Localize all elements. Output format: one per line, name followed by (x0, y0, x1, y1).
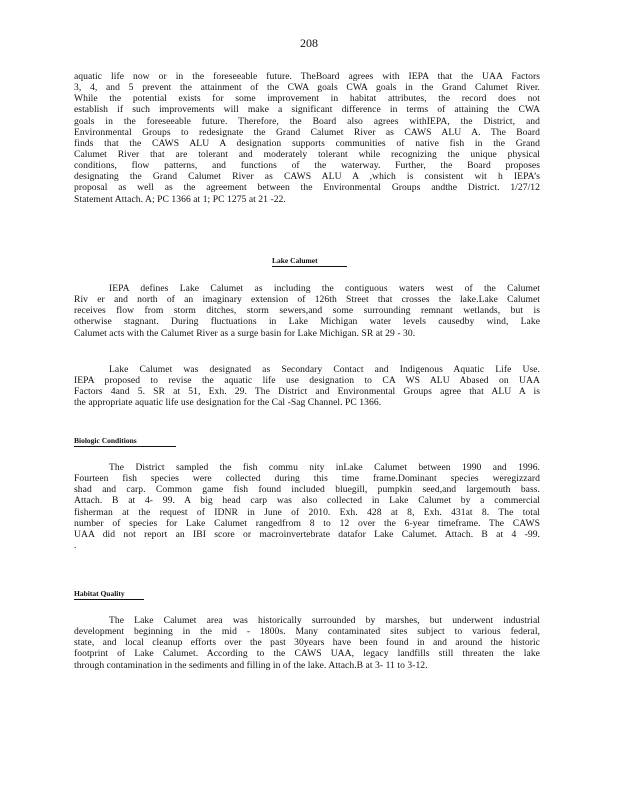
text-line: footprint of Lake Calumet. According to the CAWS UAA, legacy landfills still threaten the lake (74, 648, 540, 660)
text-line: UAA did not report an IBI score or macroinvertebrate datafor Lake Calumet. Attach. B at 4 -99. (74, 528, 540, 540)
text-line: Riv er and north of an imaginary extension of 126th Street that crosses the lake.Lake Calumet (74, 294, 540, 306)
section-heading-habitat-quality: Habitat Quality (74, 589, 125, 598)
heading-underline (272, 266, 347, 267)
text-line: Calumet River that are tolerant and moderately tolerant while recognizing the unique physical (74, 148, 540, 160)
paragraph-lake-designation (74, 364, 540, 409)
text-line: development beginning in the mid - 1800s. Many contaminated sites subject to various federal, (74, 626, 540, 638)
heading-underline (74, 446, 176, 447)
section-heading-biologic-conditions: Biologic Conditions (74, 436, 137, 445)
paragraph-ualu-redesignation (74, 71, 540, 205)
text-line: 3, 4, and 5 prevent the attainment of the CWA goals CWA goals in the Grand Calumet River. (74, 82, 540, 94)
text-line: number of species for Lake Calumet rangedfrom 8 to 12 over the 6-year timeframe. The CAWS (74, 517, 540, 529)
text-line: Factors 4and 5. SR at 51, Exh. 29. The District and Environmental Groups agree that ALU A is (74, 386, 540, 398)
paragraph-fish-sampling (74, 462, 540, 551)
paragraph-habitat-history (74, 615, 540, 671)
section-heading-lake-calumet: Lake Calumet (272, 256, 318, 265)
stray-period: . (74, 539, 77, 551)
text-line: shad and carp. Common game fish found included bluegill, pumpkin seed,and largemouth bass. (74, 484, 540, 496)
text-line: Calumet acts with the Calumet River as a surge basin for Lake Michigan. SR at 29 - 30. (74, 327, 416, 339)
text-line: goals in the foreseeable future. Therefore, the Board also agrees withIEPA, the District, and (74, 115, 540, 127)
text-line: establish if such improvements will make a significant difference in terms of attaining the CWA (74, 104, 540, 116)
paragraph-lake-definition (74, 283, 540, 339)
page-number: 208 (300, 36, 318, 50)
text-line: otherwise stagnant. During fluctuations in Lake Michigan water levels causedby wind, Lake (74, 316, 540, 328)
text-line: finds that the CAWS ALU A designation supports communities of native fish in the Grand (74, 137, 540, 149)
text-line: receives flow from storm ditches, storm sewers,and some surrounding remnant wetlands, but is (74, 305, 540, 317)
text-line: state, and local cleanup efforts over the past 30years have been found in and around the historic (74, 637, 540, 649)
text-line: While the potential exists for some improvement in habitat attributes, the record does not (74, 93, 540, 105)
text-line: conditions, flow patterns, and functions of the waterway. Further, the Board proposes (74, 160, 540, 172)
text-line: Lake Calumet was designated as Secondary Contact and Indigenous Aquatic Life Use. (109, 364, 540, 375)
text-line: aquatic life now or in the foreseeable future. TheBoard agrees with IEPA that the UAA Factors (74, 71, 540, 82)
text-line: fisherman at the request of IDNR in June of 2010. Exh. 428 at 8, Exh. 431at 8. The total (74, 506, 540, 518)
text-line: IEPA proposed to revise the aquatic life use designation to CA WS ALU Abased on UAA (74, 375, 540, 387)
text-line: Statement Attach. A; PC 1366 at 1; PC 1275 at 21 -22. (74, 193, 286, 205)
heading-underline (74, 599, 144, 600)
text-line: through contamination in the sediments and filling in of the lake. Attach.B at 3- 11 to 3-12. (74, 659, 428, 671)
text-line: IEPA defines Lake Calumet as including the contiguous waters west of the Calumet (109, 283, 540, 294)
text-line: The Lake Calumet area was historically surrounded by marshes, but underwent industrial (109, 615, 540, 626)
text-line: The District sampled the fish commu nity inLake Calumet between 1990 and 1996. (109, 462, 540, 473)
text-line: the appropriate aquatic life use designation for the Cal -Sag Channel. PC 1366. (74, 397, 382, 409)
text-line: Attach. B at 4- 99. A big head carp was also collected in Lake Calumet by a commercial (74, 495, 540, 507)
text-line: Fourteen fish species were collected during this time frame.Dominant species weregizzard (74, 473, 540, 485)
text-line: proposal as well as the agreement between the Environmental Groups andthe District. 1/27/12 (74, 182, 540, 194)
text-line: designating the Grand Calumet River as CAWS ALU A ,which is consistent wit h IEPA’s (74, 171, 540, 183)
text-line: Environmental Groups to redesignate the Grand Calumet River as CAWS ALU A. The Board (74, 126, 540, 138)
